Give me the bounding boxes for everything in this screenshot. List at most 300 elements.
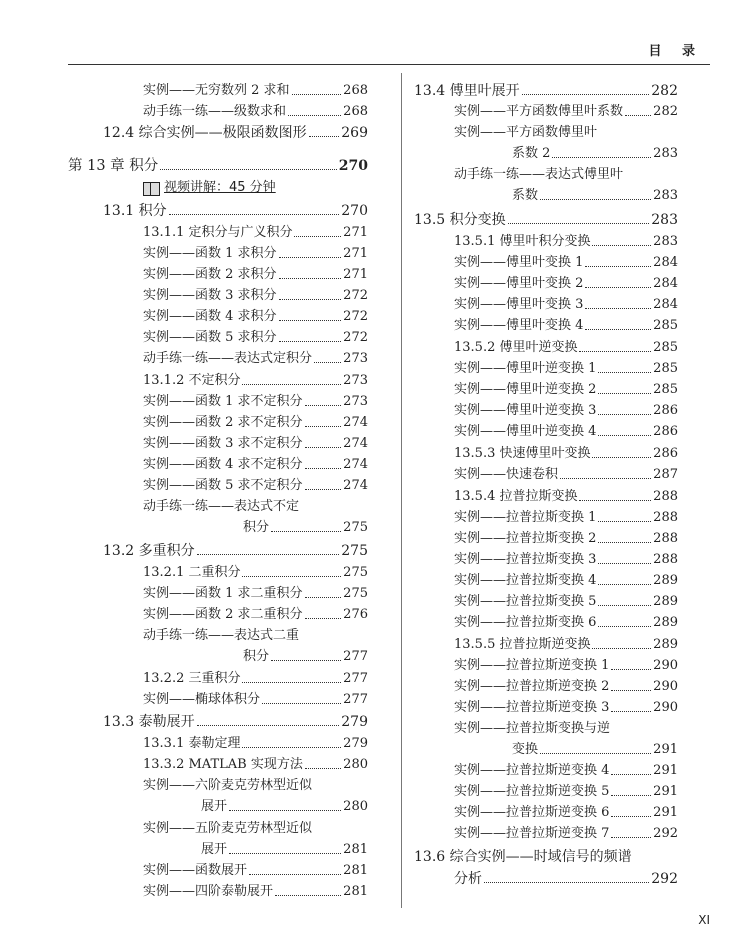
toc-entry-label: 实例——函数 3 求积分 — [143, 288, 277, 303]
toc-entry — [454, 867, 678, 887]
dot-leader — [598, 520, 651, 522]
dot-leader — [585, 307, 651, 309]
toc-entry-label: 实例——拉普拉斯逆变换 2 — [454, 679, 610, 694]
toc-entry — [103, 710, 368, 730]
toc-entry-page: 273 — [343, 394, 368, 409]
toc-entry — [454, 442, 678, 462]
toc-entry-page: 271 — [343, 246, 368, 261]
toc-entry-page: 291 — [653, 805, 678, 820]
dot-leader — [288, 114, 341, 116]
toc-entry — [414, 845, 678, 865]
dot-leader — [598, 604, 651, 606]
toc-entry-page: 290 — [653, 679, 678, 694]
toc-entry-page: 280 — [343, 799, 368, 814]
toc-entry-label: 13.3.1 泰勒定理 — [143, 736, 241, 751]
toc-entry — [143, 688, 368, 708]
toc-entry — [454, 654, 678, 674]
dot-leader — [611, 668, 651, 670]
dot-leader — [598, 541, 651, 543]
toc-entry — [454, 759, 678, 779]
toc-entry-label: 分析 — [454, 871, 482, 887]
toc-entry-page: 274 — [343, 436, 368, 451]
toc-entry-label: 实例——傅里叶变换 1 — [454, 255, 584, 270]
dot-leader — [592, 647, 651, 649]
dot-leader — [279, 256, 342, 258]
toc-entry-page: 284 — [653, 255, 678, 270]
toc-entry — [143, 432, 368, 452]
toc-entry-label: 13.5.3 快速傅里叶变换 — [454, 446, 591, 461]
header-rule — [68, 64, 710, 65]
toc-entry-page: 274 — [343, 415, 368, 430]
dot-leader — [271, 659, 341, 661]
toc-entry — [454, 569, 678, 589]
toc-entry — [454, 611, 678, 631]
dot-leader — [305, 404, 342, 406]
toc-entry — [143, 495, 368, 515]
dot-leader — [592, 244, 651, 246]
toc-entry-page: 289 — [653, 615, 678, 630]
toc-entry-label: 实例——快速卷积 — [454, 467, 559, 482]
toc-entry — [143, 582, 368, 602]
toc-entry — [68, 154, 368, 174]
toc-entry-label: 13.5.1 傅里叶积分变换 — [454, 234, 591, 249]
toc-entry-label: 13.2 多重积分 — [103, 543, 195, 559]
dot-leader — [508, 222, 650, 224]
dot-leader — [275, 894, 341, 896]
toc-entry-label: 实例——拉普拉斯逆变换 7 — [454, 826, 610, 841]
toc-entry-label: 实例——拉普拉斯逆变换 1 — [454, 658, 610, 673]
toc-entry-page: 270 — [341, 203, 368, 219]
toc-entry — [454, 336, 678, 356]
toc-entry-label: 实例——拉普拉斯变换 2 — [454, 531, 597, 546]
dot-leader — [305, 425, 342, 427]
toc-entry-label: 实例——四阶泰勒展开 — [143, 884, 274, 899]
toc-entry-label: 系数 2 — [512, 146, 551, 161]
toc-entry-page: 272 — [343, 309, 368, 324]
toc-entry-page: 276 — [343, 607, 368, 622]
dot-leader — [625, 114, 651, 116]
toc-entry-label: 13.3.2 MATLAB 实现方法 — [143, 757, 303, 772]
toc-entry-page: 292 — [651, 871, 678, 887]
dot-leader — [249, 873, 341, 875]
dot-leader — [611, 836, 651, 838]
toc-entry-page: 271 — [343, 267, 368, 282]
toc-entry-page: 277 — [343, 649, 368, 664]
toc-entry-label: 13.1.1 定积分与广义积分 — [143, 225, 293, 240]
dot-leader — [169, 213, 340, 215]
toc-entry-label: 实例——六阶麦克劳林型近似 — [143, 778, 313, 793]
toc-entry — [454, 485, 678, 505]
dot-leader — [634, 860, 676, 861]
toc-entry-page: 290 — [653, 658, 678, 673]
toc-entry-label: 实例——函数 2 求积分 — [143, 267, 277, 282]
toc-entry — [243, 645, 368, 665]
toc-entry-label: 视频讲解：45 分钟 — [164, 180, 276, 195]
toc-entry — [454, 399, 678, 419]
toc-entry-label: 实例——拉普拉斯变换与逆 — [454, 721, 611, 736]
toc-entry-label: 动手练一练——级数求和 — [143, 104, 287, 119]
dot-leader — [305, 467, 342, 469]
toc-entry-page: 291 — [653, 742, 678, 757]
toc-entry — [454, 121, 678, 141]
dot-leader — [599, 136, 676, 137]
toc-entry-label: 实例——傅里叶逆变换 1 — [454, 361, 597, 376]
toc-entry-label: 实例——拉普拉斯变换 4 — [454, 573, 597, 588]
dot-leader — [301, 639, 366, 640]
toc-entry-label: 变换 — [512, 742, 539, 757]
toc-entry — [143, 667, 368, 687]
dot-leader — [625, 178, 676, 179]
toc-entry-page: 289 — [653, 594, 678, 609]
toc-entry — [454, 801, 678, 821]
toc-entry-page: 277 — [343, 692, 368, 707]
toc-entry-label: 13.2.2 三重积分 — [143, 671, 241, 686]
toc-entry-label: 动手练一练——表达式不定 — [143, 499, 300, 514]
dot-leader — [612, 732, 676, 733]
toc-entry — [454, 100, 678, 120]
toc-entry — [143, 305, 368, 325]
toc-entry — [143, 284, 368, 304]
toc-entry — [143, 411, 368, 431]
toc-entry — [201, 795, 368, 815]
toc-entry-page: 288 — [653, 552, 678, 567]
toc-entry-page: 281 — [343, 842, 368, 857]
toc-entry — [103, 199, 368, 219]
toc-entry-label: 实例——函数 1 求积分 — [143, 246, 277, 261]
toc-entry — [143, 753, 368, 773]
toc-entry-label: 实例——函数展开 — [143, 863, 248, 878]
dot-leader — [611, 689, 651, 691]
toc-entry — [454, 293, 678, 313]
toc-entry — [454, 272, 678, 292]
toc-entry — [143, 100, 368, 120]
dot-leader — [598, 371, 651, 373]
toc-entry — [143, 603, 368, 623]
dot-leader — [305, 617, 342, 619]
toc-entry-page: 283 — [651, 212, 678, 228]
toc-entry-label: 第 13 章 积分 — [68, 158, 159, 174]
toc-entry — [454, 780, 678, 800]
toc-entry-page: 274 — [343, 478, 368, 493]
dot-leader — [160, 168, 336, 170]
toc-entry — [143, 817, 368, 837]
toc-entry — [454, 163, 678, 183]
dot-leader — [579, 499, 651, 501]
toc-entry — [143, 453, 368, 473]
toc-entry — [454, 527, 678, 547]
toc-entry — [143, 732, 368, 752]
dot-leader — [592, 456, 651, 458]
toc-entry-page: 285 — [653, 340, 678, 355]
toc-entry — [143, 79, 368, 99]
dot-leader — [229, 809, 341, 811]
dot-leader — [540, 198, 651, 200]
dot-leader — [314, 361, 341, 363]
toc-entry — [143, 326, 368, 346]
dot-leader — [598, 392, 651, 394]
toc-entry — [512, 184, 678, 204]
toc-entry — [454, 230, 678, 250]
dot-leader — [314, 832, 366, 833]
toc-entry-page: 279 — [341, 714, 368, 730]
toc-entry-label: 展开 — [201, 842, 228, 857]
toc-entry-label: 实例——函数 1 求不定积分 — [143, 394, 303, 409]
toc-entry — [454, 590, 678, 610]
dot-leader — [301, 510, 366, 511]
toc-entry-label: 13.5.5 拉普拉斯逆变换 — [454, 637, 591, 652]
toc-entry-page: 286 — [653, 403, 678, 418]
toc-entry-label: 动手练一练——表达式傅里叶 — [454, 167, 624, 182]
dot-leader — [611, 815, 651, 817]
toc-entry-page: 292 — [653, 826, 678, 841]
dot-leader — [585, 286, 651, 288]
toc-entry-label: 实例——傅里叶变换 2 — [454, 276, 584, 291]
toc-entry-page: 277 — [343, 671, 368, 686]
toc-entry-label: 13.1 积分 — [103, 203, 167, 219]
dot-leader — [305, 596, 342, 598]
toc-entry — [454, 633, 678, 653]
dot-leader — [197, 553, 340, 555]
toc-entry — [143, 369, 368, 389]
toc-entry-label: 13.6 综合实例——时域信号的频谱 — [414, 849, 632, 865]
toc-entry — [243, 516, 368, 536]
toc-entry-label: 实例——拉普拉斯逆变换 4 — [454, 763, 610, 778]
toc-entry-page: 291 — [653, 763, 678, 778]
toc-entry — [143, 347, 368, 367]
toc-entry — [143, 624, 368, 644]
toc-entry-page: 284 — [653, 297, 678, 312]
dot-leader — [560, 477, 651, 479]
toc-entry-page: 281 — [343, 884, 368, 899]
toc-entry-page: 275 — [343, 565, 368, 580]
toc-entry — [103, 539, 368, 559]
toc-entry-page: 274 — [343, 457, 368, 472]
dot-leader — [279, 319, 342, 321]
toc-entry-page: 286 — [653, 446, 678, 461]
dot-leader — [598, 583, 651, 585]
toc-entry-label: 13.3 泰勒展开 — [103, 714, 195, 730]
toc-entry-page: 288 — [653, 531, 678, 546]
dot-leader — [522, 93, 650, 95]
toc-entry — [143, 221, 368, 241]
dot-leader — [271, 530, 341, 532]
video-book-icon — [143, 182, 160, 196]
dot-leader — [314, 789, 366, 790]
toc-entry-page: 288 — [653, 510, 678, 525]
toc-entry — [414, 208, 678, 228]
dot-leader — [278, 191, 366, 192]
dot-leader — [585, 265, 651, 267]
toc-entry-label: 实例——傅里叶逆变换 2 — [454, 382, 597, 397]
dot-leader — [598, 625, 651, 627]
toc-entry-label: 实例——拉普拉斯变换 5 — [454, 594, 597, 609]
toc-entry — [454, 357, 678, 377]
toc-entry-page: 270 — [338, 158, 368, 174]
toc-entry-page: 291 — [653, 784, 678, 799]
toc-entry-label: 实例——傅里叶变换 3 — [454, 297, 584, 312]
toc-entry — [143, 263, 368, 283]
dot-leader — [309, 135, 340, 137]
toc-entry-label: 实例——函数 2 求二重积分 — [143, 607, 303, 622]
toc-entry-label: 实例——拉普拉斯逆变换 5 — [454, 784, 610, 799]
toc-entry — [454, 548, 678, 568]
page-number: XI — [698, 913, 710, 927]
dot-leader — [305, 446, 342, 448]
toc-entry — [454, 822, 678, 842]
toc-entry-label: 实例——椭球体积分 — [143, 692, 261, 707]
toc-entry-page: 275 — [343, 520, 368, 535]
dot-leader — [242, 575, 341, 577]
column-divider — [401, 73, 402, 908]
toc-entry-page: 272 — [343, 330, 368, 345]
dot-leader — [279, 340, 342, 342]
toc-entry — [143, 242, 368, 262]
toc-entry-page: 283 — [653, 234, 678, 249]
toc-entry-page: 275 — [343, 586, 368, 601]
toc-entry-label: 实例——傅里叶逆变换 4 — [454, 424, 597, 439]
toc-entry-page: 290 — [653, 700, 678, 715]
toc-entry — [512, 738, 678, 758]
toc-entry — [454, 378, 678, 398]
toc-entry — [512, 142, 678, 162]
toc-entry-label: 13.4 傅里叶展开 — [414, 83, 520, 99]
toc-entry-label: 实例——函数 4 求积分 — [143, 309, 277, 324]
toc-entry-label: 实例——函数 1 求二重积分 — [143, 586, 303, 601]
dot-leader — [305, 488, 342, 490]
toc-entry-label: 实例——平方函数傅里叶 — [454, 125, 598, 140]
dot-leader — [262, 702, 341, 704]
toc-entry-page: 281 — [343, 863, 368, 878]
toc-entry-page: 272 — [343, 288, 368, 303]
dot-leader — [197, 724, 340, 726]
toc-entry — [201, 838, 368, 858]
toc-entry-label: 展开 — [201, 799, 228, 814]
toc-entry-label: 实例——拉普拉斯逆变换 3 — [454, 700, 610, 715]
dot-leader — [279, 298, 342, 300]
toc-entry — [414, 79, 678, 99]
toc-entry-label: 积分 — [243, 649, 270, 664]
toc-entry — [454, 696, 678, 716]
toc-entry — [143, 561, 368, 581]
toc-entry-page: 282 — [651, 83, 678, 99]
toc-entry — [143, 474, 368, 494]
video-link-row — [143, 176, 368, 196]
dot-leader — [242, 746, 341, 748]
toc-entry-label: 积分 — [243, 520, 270, 535]
toc-entry — [143, 880, 368, 900]
toc-entry-label: 动手练一练——表达式二重 — [143, 628, 300, 643]
dot-leader — [611, 794, 651, 796]
toc-entry-page: 287 — [653, 467, 678, 482]
toc-entry — [454, 463, 678, 483]
toc-entry — [454, 314, 678, 334]
toc-entry-label: 13.2.1 二重积分 — [143, 565, 241, 580]
toc-entry-page: 285 — [653, 382, 678, 397]
dot-leader — [585, 328, 651, 330]
toc-entry-label: 12.4 综合实例——极限函数图形 — [103, 125, 307, 141]
toc-entry-label: 动手练一练——表达式定积分 — [143, 351, 313, 366]
toc-entry-label: 实例——五阶麦克劳林型近似 — [143, 821, 313, 836]
toc-entry-page: 284 — [653, 276, 678, 291]
dot-leader — [279, 277, 342, 279]
toc-entry-page: 283 — [653, 146, 678, 161]
toc-entry — [143, 859, 368, 879]
toc-entry — [143, 390, 368, 410]
dot-leader — [611, 710, 651, 712]
toc-entry-label: 实例——函数 5 求积分 — [143, 330, 277, 345]
toc-entry-label: 实例——拉普拉斯变换 3 — [454, 552, 597, 567]
toc-entry-page: 273 — [343, 373, 368, 388]
dot-leader — [552, 156, 651, 158]
toc-entry-page: 286 — [653, 424, 678, 439]
toc-entry-label: 实例——函数 3 求不定积分 — [143, 436, 303, 451]
toc-entry — [454, 506, 678, 526]
dot-leader — [484, 881, 649, 883]
toc-entry-label: 实例——函数 5 求不定积分 — [143, 478, 303, 493]
running-header-title: 目 录 — [648, 44, 703, 59]
toc-entry-page: 275 — [341, 543, 368, 559]
dot-leader — [305, 767, 341, 769]
toc-entry-page: 283 — [653, 188, 678, 203]
toc-entry-page: 280 — [343, 757, 368, 772]
dot-leader — [540, 752, 651, 754]
dot-leader — [242, 681, 341, 683]
toc-entry-label: 实例——傅里叶变换 4 — [454, 318, 584, 333]
toc-entry-label: 系数 — [512, 188, 539, 203]
toc-entry-page: 285 — [653, 361, 678, 376]
dot-leader — [579, 350, 651, 352]
toc-entry-page: 269 — [341, 125, 368, 141]
toc-entry-page: 285 — [653, 318, 678, 333]
toc-entry — [454, 420, 678, 440]
toc-entry-label: 13.5.4 拉普拉斯变换 — [454, 489, 578, 504]
dot-leader — [294, 235, 341, 237]
toc-entry-label: 实例——无穷数列 2 求和 — [143, 83, 290, 98]
toc-entry-page: 268 — [343, 104, 368, 119]
toc-entry-label: 实例——平方函数傅里叶系数 — [454, 104, 624, 119]
toc-entry-page: 289 — [653, 637, 678, 652]
toc-entry-label: 13.5.2 傅里叶逆变换 — [454, 340, 578, 355]
dot-leader — [598, 434, 651, 436]
dot-leader — [242, 383, 341, 385]
toc-entry-page: 289 — [653, 573, 678, 588]
toc-entry-label: 实例——拉普拉斯变换 1 — [454, 510, 597, 525]
dot-leader — [292, 93, 342, 95]
toc-entry-page: 271 — [343, 225, 368, 240]
toc-entry — [454, 251, 678, 271]
toc-entry-page: 273 — [343, 351, 368, 366]
toc-entry — [454, 675, 678, 695]
toc-entry-page: 279 — [343, 736, 368, 751]
dot-leader — [598, 413, 651, 415]
toc-entry-page: 268 — [343, 83, 368, 98]
toc-entry-label: 13.5 积分变换 — [414, 212, 506, 228]
toc-entry-label: 13.1.2 不定积分 — [143, 373, 241, 388]
dot-leader — [611, 773, 651, 775]
toc-entry-page: 288 — [653, 489, 678, 504]
toc-entry-label: 实例——拉普拉斯变换 6 — [454, 615, 597, 630]
toc-entry-label: 实例——函数 4 求不定积分 — [143, 457, 303, 472]
toc-entry-label: 实例——函数 2 求不定积分 — [143, 415, 303, 430]
toc-entry-page: 282 — [653, 104, 678, 119]
toc-entry — [143, 774, 368, 794]
toc-entry-label: 实例——傅里叶逆变换 3 — [454, 403, 597, 418]
toc-entry-label: 实例——拉普拉斯逆变换 6 — [454, 805, 610, 820]
toc-entry — [103, 121, 368, 141]
dot-leader — [598, 562, 651, 564]
toc-entry — [454, 717, 678, 737]
dot-leader — [229, 852, 341, 854]
